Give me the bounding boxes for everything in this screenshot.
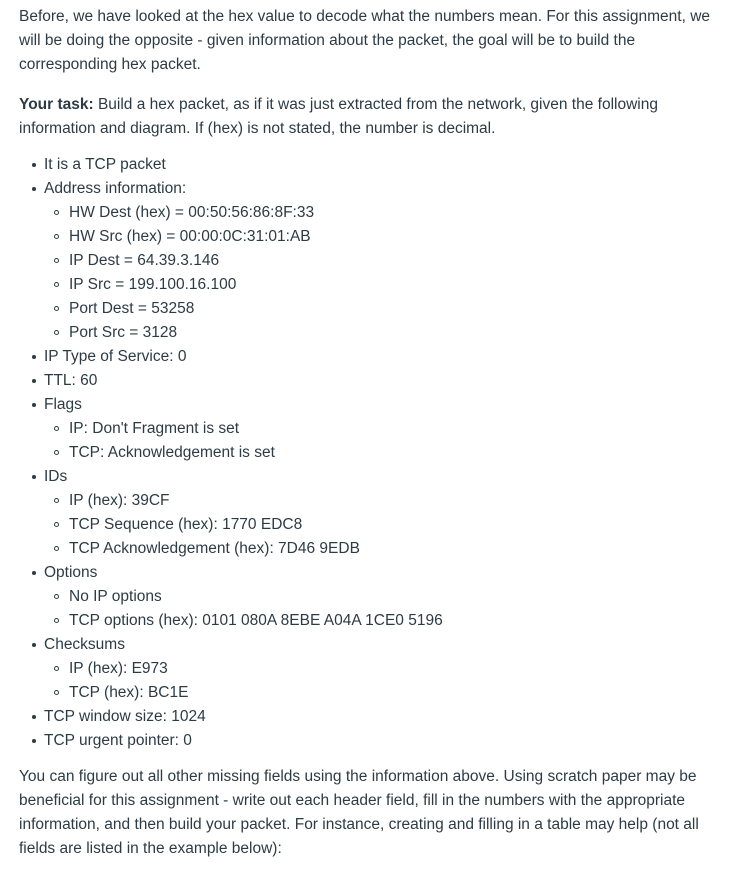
packet-info-list (19, 153, 723, 753)
sub-list-item: IP (hex): 39CF (44, 489, 723, 513)
list-item (19, 345, 723, 369)
sub-list-item: Port Src = 3128 (44, 321, 723, 345)
list-item (19, 177, 723, 345)
intro-paragraph: Before, we have looked at the hex value to decode what the numbers mean. For this assignment, we will be doing the opposite - given information about the packet, the goal will be to build the corresponding hex packet. (19, 8, 711, 73)
sub-list-item: TCP: Acknowledgement is set (44, 441, 723, 465)
sub-list (44, 657, 723, 705)
list-item-text: IDs (44, 468, 68, 485)
sub-list-item: Port Dest = 53258 (44, 297, 723, 321)
task-text: Build a hex packet, as if it was just extracted from the network, given the following information and diagram. If (hex) is not stated, the number is decimal. (19, 96, 658, 137)
list-item-text: TTL: 60 (44, 372, 98, 389)
sub-list (44, 201, 723, 345)
sub-list-item: HW Src (hex) = 00:00:0C:31:01:AB (44, 225, 723, 249)
list-item (19, 561, 723, 633)
sub-list (44, 417, 723, 465)
list-item (19, 633, 723, 705)
sub-list-item: IP Src = 199.100.16.100 (44, 273, 723, 297)
sub-list-item: IP Dest = 64.39.3.146 (44, 249, 723, 273)
list-item-text: TCP window size: 1024 (44, 708, 206, 725)
list-item-text: Checksums (44, 636, 125, 653)
list-item (19, 153, 723, 177)
closing-paragraph: You can figure out all other missing fields using the information above. Using scratch paper may be beneficial for this assignment - write out each header field, fill in the numbers with the appropriate information, and then build your packet. For instance, creating and filling in a table may help (not all fields are listed in the example below): (19, 768, 699, 857)
list-item-text: TCP urgent pointer: 0 (44, 732, 192, 749)
sub-list-item: TCP (hex): BC1E (44, 681, 723, 705)
list-item (19, 465, 723, 561)
sub-list-item: No IP options (44, 585, 723, 609)
sub-list-item: HW Dest (hex) = 00:50:56:86:8F:33 (44, 201, 723, 225)
sub-list-item: IP: Don't Fragment is set (44, 417, 723, 441)
list-item-text: Address information: (44, 180, 187, 197)
sub-list-item: TCP options (hex): 0101 080A 8EBE A04A 1CE0 5196 (44, 609, 723, 633)
task-paragraph (19, 93, 723, 141)
sub-list-item: TCP Sequence (hex): 1770 EDC8 (44, 513, 723, 537)
list-item (19, 369, 723, 393)
list-item-text: Flags (44, 396, 82, 413)
sub-list-item: IP (hex): E973 (44, 657, 723, 681)
list-item-text: IP Type of Service: 0 (44, 348, 187, 365)
list-item-text: It is a TCP packet (44, 156, 166, 173)
list-item (19, 705, 723, 729)
list-item-text: Options (44, 564, 98, 581)
list-item (19, 729, 723, 753)
task-label: Your task: (19, 96, 94, 113)
list-item (19, 393, 723, 465)
sub-list (44, 585, 723, 633)
sub-list (44, 489, 723, 561)
sub-list-item: TCP Acknowledgement (hex): 7D46 9EDB (44, 537, 723, 561)
